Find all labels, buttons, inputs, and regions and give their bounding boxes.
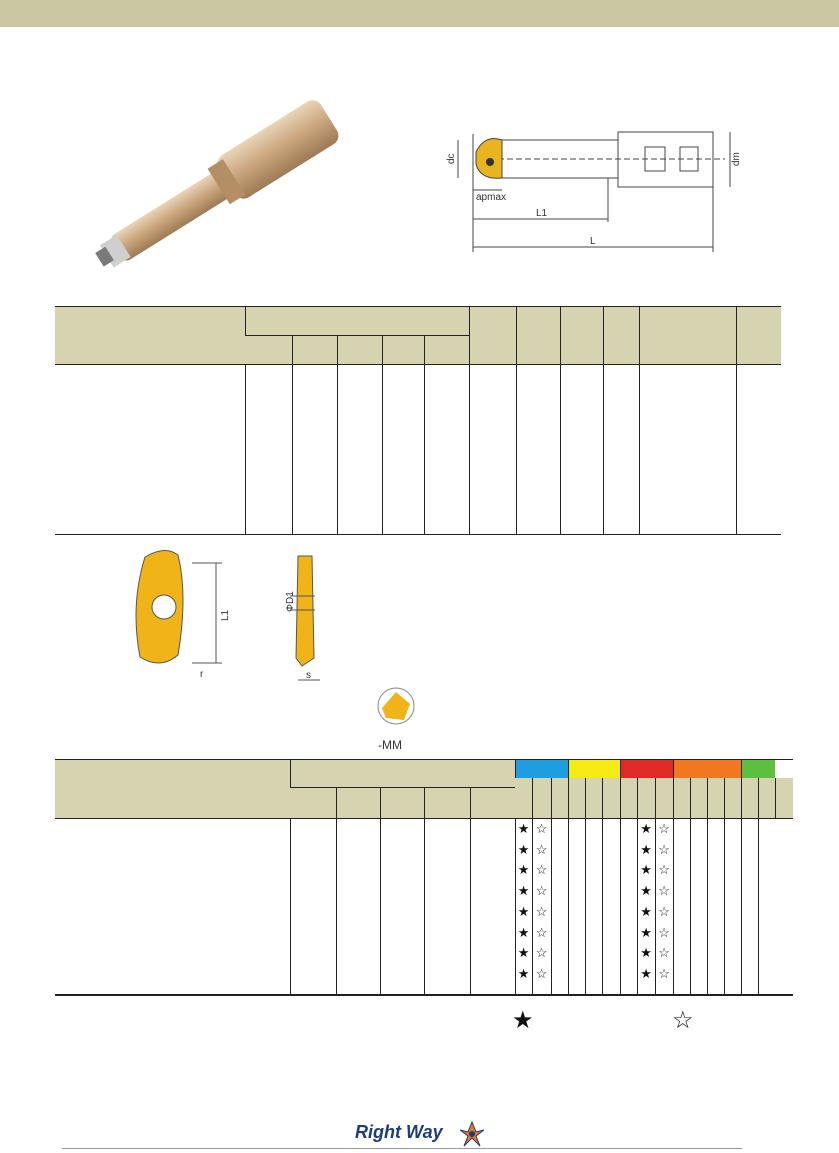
star-filled: ★ <box>517 903 530 919</box>
grade-p-color <box>515 760 568 778</box>
star-filled: ★ <box>640 862 652 878</box>
star-open: ☆ <box>535 862 548 878</box>
star-open: ☆ <box>658 821 670 836</box>
star-filled: ★ <box>640 841 652 857</box>
star-filled: ★ <box>517 883 530 899</box>
chip-breaker-icon <box>376 686 416 726</box>
star-filled: ★ <box>640 965 652 981</box>
star-filled: ★ <box>517 821 530 836</box>
star-open: ☆ <box>658 883 670 899</box>
star-open: ☆ <box>658 903 670 919</box>
l1-label: L1 <box>536 208 548 219</box>
star-filled: ★ <box>640 821 652 836</box>
tool-holder-photo <box>70 102 360 277</box>
star-filled: ★ <box>640 903 652 919</box>
table-body-row <box>55 365 781 535</box>
star-filled: ★ <box>517 965 530 981</box>
grade-k-color <box>620 760 673 778</box>
insert-d1-label: ΦD1 <box>285 591 296 612</box>
star-open: ☆ <box>658 965 670 981</box>
brand-logo-text: Right Way <box>355 1122 443 1142</box>
insert-r-label: r <box>200 669 204 680</box>
star-filled: ★ <box>517 841 530 857</box>
brand-logo-icon <box>458 1120 486 1148</box>
star-open: ☆ <box>535 841 548 857</box>
legend-open-star-icon: ☆ <box>672 1007 694 1034</box>
insert-side-view <box>280 548 330 698</box>
star-open: ☆ <box>658 862 670 878</box>
apmax-label: apmax <box>476 192 507 203</box>
star-open: ☆ <box>658 924 670 940</box>
l-label: L <box>590 236 596 247</box>
grade-n-color <box>673 760 741 778</box>
legend-filled-star-icon: ★ <box>512 1007 534 1034</box>
insert-s-label: s <box>306 670 311 681</box>
tool-holder-table <box>55 306 781 535</box>
header-bar <box>0 0 839 27</box>
grade-s-color <box>741 760 775 778</box>
star-open: ☆ <box>535 965 548 981</box>
grade-m-color <box>568 760 620 778</box>
star-open: ☆ <box>535 821 548 836</box>
table-header-row-1 <box>55 307 781 336</box>
star-filled: ★ <box>640 883 652 899</box>
chip-breaker-label: -MM <box>378 738 402 752</box>
insert-front-view <box>130 545 240 680</box>
tool-holder-drawing <box>440 122 750 262</box>
footer-divider <box>62 1148 742 1149</box>
star-open: ☆ <box>535 924 548 940</box>
insert-l1-label: L1 <box>220 609 231 621</box>
dm-label: dm <box>731 152 742 166</box>
star-filled: ★ <box>517 945 530 961</box>
insert-table <box>55 759 793 996</box>
insert-body-row <box>55 819 793 995</box>
dc-label: dc <box>446 153 457 164</box>
star-filled: ★ <box>517 924 530 940</box>
star-open: ☆ <box>658 841 670 857</box>
star-filled: ★ <box>517 862 530 878</box>
star-open: ☆ <box>535 903 548 919</box>
star-open: ☆ <box>535 945 548 961</box>
star-filled: ★ <box>640 945 652 961</box>
star-open: ☆ <box>658 945 670 961</box>
star-filled: ★ <box>640 924 652 940</box>
grade-color-row <box>55 760 793 778</box>
star-open: ☆ <box>535 883 548 899</box>
